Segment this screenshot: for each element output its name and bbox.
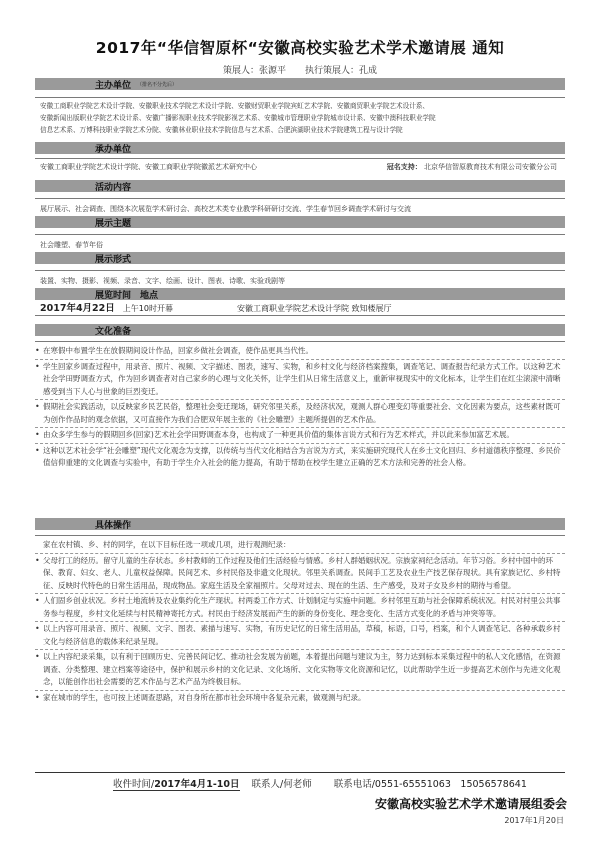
curator: 策展人：张源平 [223,66,287,76]
issue-date: 2017年1月20日 [504,816,564,825]
undertaker-text: 安徽工商职业学院艺术设计学院、安徽工商职业学院徽派艺术研究中心 [40,163,257,171]
list-item: • 以上内容可用录音、照片、视频、文字、图表、素描与速写、实物，有历史记忆的日常生活用品，草稿，标语，口号，档案，和个人调查笔记、各种承载乡村文化与经济信息的载体来纪录呈现。 [35,623,565,650]
section-header [35,216,565,228]
organizing-committee: 安徽高校实验艺术学术邀请展组委会 [374,797,567,811]
deadline-value: 2017年4月1-10日 [154,779,240,790]
list-item: • 这种以艺术社会学“社会雕塑”现代文化观念为支撑，以传统与当代文化相结合为言说为方式，来实施研究现代人在乡土文化回归、乡村道德秩序整理、乡民价值信仰重建的文化调查与实验中，有助于学生介入社会的能力提高，有助于帮助在校学生建立正确的艺术方法和完善的社会人格。 [35,445,565,470]
list-item: • 由众多学生参与的假期回乡(回家)艺术社会学田野调查本身，也构成了一种更具价值的集体言说方式和行为艺术样式，并以此来参加富艺术展。 [35,429,565,444]
section-header [35,142,565,154]
section-title: 展示主题 [95,218,132,229]
preparation-section [35,324,565,470]
exhibition-section [35,288,565,316]
operation-list [35,539,565,704]
organizers-line: 信息艺术系、万博科技职业学院艺术分院、安徽林业职业技术学院信息与艺术系、合肥滨湖职业技术学院建筑工程与设计学院 [40,126,403,134]
support-text: 北京华信智原教育技术有限公司安徽分公司 [424,163,557,171]
curators-line [0,63,600,76]
section-title: 展示形式 [95,254,132,265]
organizers-line: 安徽工商职业学院艺术设计学院、安徽职业技术学院艺术设计学院、安徽财贸职业学院宾虹艺术学院、安徽商贸职业学院艺术设计系、 [40,102,430,110]
exhibition-venue: 安徽工商职业学院艺术设计学院 致知楼展厅 [236,304,392,313]
list-item: • 以上内容纪录采集，以有利于回顾历史、完善民间记忆、推动社会发展为前题，本着提出问题与建议为主，努力达到标本采集过程中的私人文化感悟，在资源调查、分类整理、建立档案等途径中，保护和展示乡村的文化记录、文化场所、文化实物等文化资源和记忆，以此帮助学生近一步提高艺术创作与先进文化观念，以能创作出社会需要的艺术作品与艺术产品为终极目标。 [35,651,565,691]
list-item: • 假期社会实践活动，以反映家乡民艺民俗，整理社会变迁现场，研究邻里关系，及经济状况，观测人群心理变幻等重要社会、文化因素为要点，这些素材既可为创作作品时的观念依据，又可直接作为我们合肥双年展主张的《社会雕塑》主题所提倡的艺术作品。 [35,401,565,428]
section-header [35,78,565,90]
section-title: 具体操作 [95,520,132,531]
list-item: • 在寒假中布置学生在放假期间设计作品，回家乡做社会调查，使作品更具当代性。 [35,345,565,360]
contact-person: 联系人/何老师 [251,779,312,790]
activities-text: 展厅展示、社会调查、围绕本次展览学术研讨会、高校艺术类专业教学科研研讨交流、学生春节回乡调查学术研讨与交流 [40,205,411,213]
page-title: 2017年“华信智原杯“安徽高校实验艺术学术邀请展 通知 [95,39,505,57]
operation-section [35,518,565,704]
activities-section [35,180,565,216]
forms-section [35,252,565,288]
preparation-list [35,345,565,470]
list-item: • 家在城市的学生，也可按上述调查思路，对自身所在都市社会环境中各复杂元素，做观测与纪录。 [35,692,565,705]
section-header [35,288,565,300]
section-header [35,252,565,264]
organizers-line: 安徽新闻出版职业学院艺术设计系、安徽广播影视职业技术学院影视艺术系、安徽城市管理职业学院城市设计系、安徽中澳科技职业学院 [40,114,436,122]
section-title: 承办单位 [95,144,132,155]
exec-curator: 执行策展人：孔成 [304,66,377,76]
list-item: • 人们固乡创业状况。乡村土地流转及农业集约化生产现状。村两委工作方式、计划制定与实施中问题。乡村邻里互助与社会保障系统状况。村民对村里公共事务参与程度，乡村文化延续与村民精神寄托方式。村民由于经济发展而产生的新的身份变化、理念变化、生活方式变化的矛盾与冲突等等。 [35,595,565,622]
section-title: 主办单位 [95,80,132,91]
theme-text: 社会雕塑、春节年俗 [40,241,103,249]
exhibition-hour: 上午10时开幕 [122,304,173,313]
footer-contact-row [113,776,527,791]
section-header [35,324,565,336]
list-item: 家在农村镇、乡、村的同学，在以下目标任选一项或几项，进行观测纪录： [35,539,565,554]
section-header [35,518,565,530]
list-item: • 父母打工的经历。留守儿童的生存状态。乡村教师的工作过程及他们生活经验与情感。乡村人群婚姻状况。宗族家祠纪念活动。年节习俗。乡村中国中的环保、教育、妇女、老人、儿童权益保障。民间艺术、乡村民俗及非遗文化现状。邻里关系调查。民间手工艺及农业生产技艺保存现状。具有家族记忆、乡村特征、反映时代特色的日常生活用品，现成物品。家庭生活及全家福照片。父母对过去、现在的生活、生产感受，及对子女及乡村的期待与希望。 [35,555,565,595]
undertaker-section [35,142,565,174]
section-note: （排名不分先后） [137,81,178,88]
contact-phone: 联系电话/0551-65551063 15056578641 [333,779,527,790]
organizers-list [35,98,565,136]
exhibition-time-row [35,300,565,316]
support-label: 冠名支持： [386,163,422,171]
organizers-section [35,78,565,136]
exhibition-date: 2017年4月22日 [40,303,115,314]
deadline [113,776,240,791]
section-title: 文化准备 [95,326,132,337]
section-title: 展览时间 地点 [95,290,159,301]
footer-divider [35,772,565,773]
undertaker-row [35,159,565,174]
section-title: 活动内容 [95,182,132,193]
theme-section [35,216,565,252]
deadline-label: 收件时间/ [113,779,155,790]
forms-text: 装置、实物、摄影、视频、录音、文字、绘画、设计、图表、诗歌、实验戏剧等 [40,277,285,285]
section-header [35,180,565,192]
list-item: • 学生回家乡调查过程中，用录音、照片、视频、文字描述、图表，速写、实物，和乡村文化与经济档案搜集，调查笔记、调查报告纪录方式工作。以这种艺术社会学田野调查方式，作为回乡调查者对自己家乡的心理与文化关怀，让学生们从日常生活意义上，重新审视现实中的文化标本，让学生们在红尘滚滚中清晰感受到当下人心与世象的巨烈变迁。 [35,361,565,401]
